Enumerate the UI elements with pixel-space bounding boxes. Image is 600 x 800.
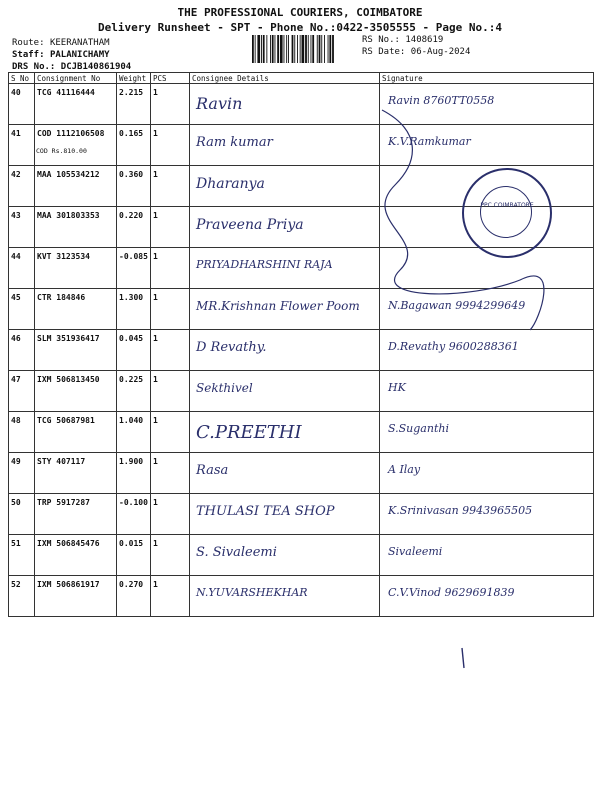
- cell-consignee: [190, 576, 380, 617]
- consignee-handwriting: D Revathy.: [196, 340, 267, 355]
- signature-handwriting: Ravin 8760TT0558: [388, 94, 495, 107]
- cell-signature: [380, 289, 594, 330]
- barcode-bar: [277, 35, 279, 63]
- cell-consignee: [190, 125, 380, 166]
- barcode-bar: [319, 35, 321, 63]
- barcode-bar: [328, 35, 329, 63]
- cell-pcs: 1: [151, 494, 190, 535]
- cell-consignment: [35, 412, 117, 453]
- cell-consignment: [35, 248, 117, 289]
- cell-consignee: [190, 248, 380, 289]
- cell-sno: 44: [9, 248, 35, 289]
- cell-consignment: [35, 371, 117, 412]
- barcode-bar: [272, 35, 274, 63]
- barcode-bar: [257, 35, 260, 63]
- barcode-bar: [332, 35, 334, 63]
- barcode-bar: [297, 35, 298, 63]
- consignment-number: TCG 50687981: [37, 416, 95, 425]
- cell-weight: 0.015: [117, 535, 151, 576]
- meta-right: [362, 34, 470, 58]
- cell-consignment: [35, 453, 117, 494]
- cell-consignee: [190, 535, 380, 576]
- col-weight: Weight: [117, 73, 151, 84]
- cell-pcs: 1: [151, 289, 190, 330]
- cell-sno: 43: [9, 207, 35, 248]
- consignee-handwriting: S. Sivaleemi: [196, 545, 277, 560]
- route-value: KEERANATHAM: [49, 38, 110, 48]
- cell-pcs: 1: [151, 453, 190, 494]
- cell-pcs: 1: [151, 535, 190, 576]
- company-title: THE PROFESSIONAL COURIERS, COIMBATORE: [177, 6, 423, 19]
- route-line: [12, 37, 131, 49]
- cell-weight: 2.215: [117, 84, 151, 125]
- cell-sno: 50: [9, 494, 35, 535]
- cell-signature: [380, 453, 594, 494]
- consignment-number: SLM 351936417: [37, 334, 100, 343]
- cell-sno: 41: [9, 125, 35, 166]
- drs-value: DCJB140861904: [60, 62, 132, 72]
- barcode-bar: [321, 35, 322, 63]
- table-row: [9, 494, 594, 535]
- cell-signature: [380, 248, 594, 289]
- barcode-bar: [270, 35, 271, 63]
- staff-value: PALANICHAMY: [49, 50, 110, 60]
- signature-handwriting: K.V.Ramkumar: [388, 135, 471, 148]
- cell-pcs: 1: [151, 166, 190, 207]
- runsheet-subtitle: Delivery Runsheet - SPT - Phone No.:0422-3505555 - Page No.:4: [98, 21, 502, 34]
- table-row: [9, 289, 594, 330]
- rs-date-value: 06-Aug-2024: [410, 47, 471, 57]
- consignee-handwriting: Sekthivel: [196, 381, 253, 395]
- barcode-bar: [263, 35, 265, 63]
- cell-sno: 47: [9, 371, 35, 412]
- consignment-number: IXM 506845476: [37, 539, 100, 548]
- rs-date-label: RS Date:: [362, 47, 406, 57]
- consignee-handwriting: MR.Krishnan Flower Poom: [196, 299, 360, 313]
- consignment-number: COD 1112106508: [37, 129, 105, 138]
- col-pcs: PCS: [151, 73, 190, 84]
- consignee-handwriting: Ram kumar: [196, 135, 273, 150]
- signature-handwriting: S.Suganthi: [388, 422, 449, 435]
- stamp-text: PPC COIMBATORE: [480, 202, 534, 209]
- signature-handwriting: N.Bagawan 9994299649: [388, 299, 526, 312]
- consignee-handwriting: PRIYADHARSHINI RAJA: [196, 258, 333, 271]
- consignment-number: TRP 5917287: [37, 498, 90, 507]
- cell-weight: 1.300: [117, 289, 151, 330]
- cell-signature: [380, 494, 594, 535]
- cell-consignment: [35, 330, 117, 371]
- consignment-number: IXM 506813450: [37, 375, 100, 384]
- cell-weight: 0.165: [117, 125, 151, 166]
- consignee-handwriting: THULASI TEA SHOP: [196, 504, 335, 519]
- cell-pcs: 1: [151, 248, 190, 289]
- cell-consignee: [190, 166, 380, 207]
- signature-handwriting: A Ilay: [388, 463, 421, 476]
- cell-sno: 52: [9, 576, 35, 617]
- table-row: [9, 84, 594, 125]
- col-consignment: Consignment No: [35, 73, 117, 84]
- cell-sno: 40: [9, 84, 35, 125]
- cell-consignee: [190, 494, 380, 535]
- cell-sno: 45: [9, 289, 35, 330]
- signature-handwriting: D.Revathy 9600288361: [388, 340, 519, 353]
- consignment-number: STY 407117: [37, 457, 86, 466]
- barcode-bar: [261, 35, 262, 63]
- cell-consignee: [190, 412, 380, 453]
- barcode-bar: [302, 35, 305, 63]
- barcode-bar: [288, 35, 289, 63]
- cell-signature: [380, 84, 594, 125]
- barcode-bar: [317, 35, 318, 63]
- barcode-bar: [252, 35, 254, 63]
- barcode-bar: [294, 35, 295, 63]
- barcode-bar: [255, 35, 256, 63]
- barcode: [252, 35, 356, 63]
- cell-consignee: [190, 371, 380, 412]
- signature-handwriting: K.Srinivasan 9943965505: [388, 504, 533, 517]
- barcode-bar: [329, 35, 331, 63]
- table-row: [9, 453, 594, 494]
- barcode-bar: [305, 35, 307, 63]
- barcode-bar: [292, 35, 294, 63]
- cell-weight: 1.900: [117, 453, 151, 494]
- col-consignee: Consignee Details: [190, 73, 380, 84]
- consignee-handwriting: Praveena Priya: [196, 217, 304, 233]
- barcode-bar: [284, 35, 285, 63]
- cell-consignment: [35, 289, 117, 330]
- meta-left: [12, 37, 131, 73]
- consignee-handwriting: C.PREETHI: [196, 422, 302, 443]
- cell-weight: 0.270: [117, 576, 151, 617]
- cell-weight: 1.040: [117, 412, 151, 453]
- barcode-bar: [266, 35, 267, 63]
- cell-weight: 0.045: [117, 330, 151, 371]
- cell-consignee: [190, 207, 380, 248]
- staff-line: [12, 49, 131, 61]
- barcode-bar: [324, 35, 325, 63]
- consignment-number: MAA 301803353: [37, 211, 100, 220]
- consignment-number: KVT 3123534: [37, 252, 90, 261]
- cell-consignee: [190, 84, 380, 125]
- consignee-handwriting: Ravin: [196, 94, 243, 113]
- cell-weight: 0.225: [117, 371, 151, 412]
- signature-handwriting: C.V.Vinod 9629691839: [388, 586, 515, 599]
- cell-pcs: 1: [151, 125, 190, 166]
- barcode-bar: [308, 35, 309, 63]
- rs-no-label: RS No.:: [362, 35, 400, 45]
- cell-signature: [380, 330, 594, 371]
- cell-sno: 49: [9, 453, 35, 494]
- barcode-bar: [286, 35, 287, 63]
- cell-consignment: [35, 494, 117, 535]
- drs-label: DRS No.:: [12, 62, 56, 72]
- cell-pcs: 1: [151, 84, 190, 125]
- table-header-row: [9, 73, 594, 84]
- col-signature: Signature: [380, 73, 594, 84]
- route-label: Route:: [12, 38, 45, 48]
- cell-sno: 48: [9, 412, 35, 453]
- cell-sno: 42: [9, 166, 35, 207]
- consignment-number: TCG 41116444: [37, 88, 95, 97]
- cell-pcs: 1: [151, 330, 190, 371]
- cell-consignment: [35, 84, 117, 125]
- consignee-handwriting: Rasa: [196, 463, 229, 478]
- cell-weight: 0.220: [117, 207, 151, 248]
- cell-consignee: [190, 330, 380, 371]
- cell-weight: 0.360: [117, 166, 151, 207]
- barcode-bar: [312, 35, 314, 63]
- cell-weight: -0.100: [117, 494, 151, 535]
- signature-handwriting: Sivaleemi: [388, 545, 443, 558]
- consignee-handwriting: Dharanya: [196, 176, 265, 192]
- cell-signature: [380, 535, 594, 576]
- cell-pcs: 1: [151, 412, 190, 453]
- cod-amount: COD Rs.810.00: [36, 147, 87, 155]
- runsheet-table: [8, 72, 594, 617]
- staff-label: Staff:: [12, 50, 45, 60]
- cell-signature: [380, 125, 594, 166]
- table-row: [9, 576, 594, 617]
- cell-consignment: [35, 207, 117, 248]
- cell-consignment: [35, 576, 117, 617]
- cell-consignment: [35, 166, 117, 207]
- table-row: [9, 535, 594, 576]
- rs-no-line: [362, 34, 470, 46]
- cell-consignee: [190, 289, 380, 330]
- barcode-bar: [311, 35, 312, 63]
- cell-signature: [380, 412, 594, 453]
- barcode-bar: [275, 35, 276, 63]
- cell-pcs: 1: [151, 576, 190, 617]
- table-row: [9, 125, 594, 166]
- table-row: [9, 330, 594, 371]
- consignment-number: MAA 105534212: [37, 170, 100, 179]
- cell-sno: 51: [9, 535, 35, 576]
- cell-signature: [380, 371, 594, 412]
- consignee-handwriting: N.YUVARSHEKHAR: [196, 586, 308, 599]
- barcode-bar: [280, 35, 283, 63]
- rs-no-value: 1408619: [405, 35, 444, 45]
- cell-weight: -0.085: [117, 248, 151, 289]
- cell-pcs: 1: [151, 371, 190, 412]
- table-row: [9, 371, 594, 412]
- cell-consignee: [190, 453, 380, 494]
- consignment-number: CTR 184846: [37, 293, 86, 302]
- cell-pcs: 1: [151, 207, 190, 248]
- col-sno: S No: [9, 73, 35, 84]
- signature-handwriting: HK: [388, 381, 406, 394]
- cell-sno: 46: [9, 330, 35, 371]
- barcode-bar: [300, 35, 301, 63]
- cell-consignment: [35, 125, 117, 166]
- cell-consignment: [35, 535, 117, 576]
- cell-signature: [380, 576, 594, 617]
- table-row: [9, 412, 594, 453]
- stamp-inner-ring: [480, 186, 532, 238]
- consignment-number: IXM 506861917: [37, 580, 100, 589]
- rs-date-line: [362, 46, 470, 58]
- company-stamp: [462, 168, 552, 258]
